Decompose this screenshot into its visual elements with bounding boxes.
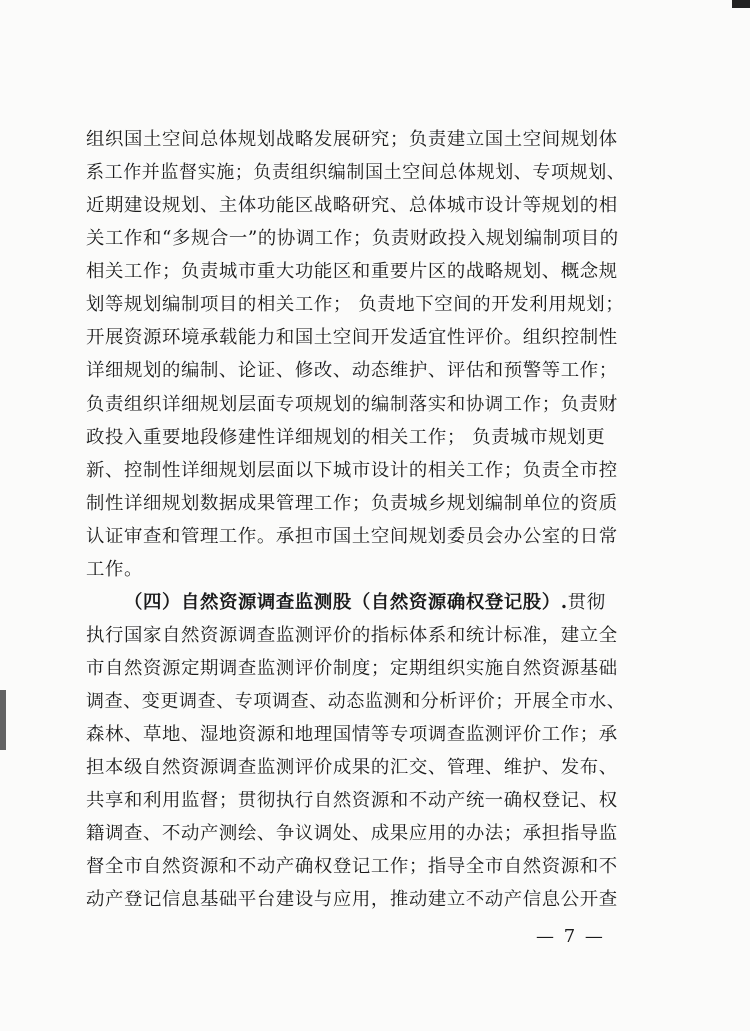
page-number: — 7 — (536, 926, 605, 947)
text-line: 近期建设规划、主体功能区战略研究、总体城市设计等规划的相 (86, 195, 618, 216)
text-line: 执行国家自然资源调查监测评价的指标体系和统计标准，建立全 (86, 625, 618, 646)
text-line: 开展资源环境承载能力和国土空间开发适宜性评价。组织控制性 (86, 327, 618, 348)
text-line: 关工作和“多规合一”的协调工作；负责财政投入规划编制项目的 (86, 228, 619, 249)
section-heading-line (124, 591, 606, 615)
text-line: 工作。 (86, 559, 143, 580)
text-line: 籍调查、不动产测绘、争议调处、成果应用的办法；承担指导监 (86, 823, 618, 844)
text-line: 调查、变更调查、专项调查、动态监测和分析评价；开展全市水、 (86, 691, 626, 712)
scan-corner-mark (732, 0, 750, 8)
text-line: 共享和利用监督；贯彻执行自然资源和不动产统一确权登记、权 (86, 790, 618, 811)
text-line: 政投入重要地段修建性详细规划的相关工作； 负责城市规划更 (86, 427, 606, 448)
text-line-fragment: 贯彻 (567, 592, 606, 613)
text-line: 组织国土空间总体规划战略发展研究；负责建立国土空间规划体 (86, 129, 618, 150)
text-line: 市自然资源定期调查监测评价制度；定期组织实施自然资源基础 (86, 658, 618, 679)
text-line: 担本级自然资源调查监测评价成果的汇交、管理、维护、发布、 (86, 757, 618, 778)
text-line: 划等规划编制项目的相关工作； 负责地下空间的开发利用规划； (86, 294, 625, 315)
text-line: 制性详细规划数据成果管理工作；负责城乡规划编制单位的资质 (86, 493, 618, 514)
section-heading: （四）自然资源调查监测股（自然资源确权登记股）. (124, 592, 568, 613)
text-line: 动产登记信息基础平台建设与应用，推动建立不动产信息公开查 (86, 889, 618, 910)
scan-binding-mark (0, 690, 6, 750)
text-line: 负责组织详细规划层面专项规划的编制落实和协调工作；负责财 (86, 394, 618, 415)
text-line: 认证审查和管理工作。承担市国土空间规划委员会办公室的日常 (86, 526, 618, 547)
text-line: 详细规划的编制、论证、修改、动态维护、评估和预警等工作； (86, 360, 618, 381)
text-line: 相关工作；负责城市重大功能区和重要片区的战略规划、概念规 (86, 261, 618, 282)
text-line: 督全市自然资源和不动产确权登记工作；指导全市自然资源和不 (86, 856, 618, 877)
text-line: 系工作并监督实施；负责组织编制国土空间总体规划、专项规划、 (86, 162, 626, 183)
text-line: 新、控制性详细规划层面以下城市设计的相关工作；负责全市控 (86, 460, 618, 481)
text-line: 森林、草地、湿地资源和地理国情等专项调查监测评价工作；承 (86, 724, 618, 745)
